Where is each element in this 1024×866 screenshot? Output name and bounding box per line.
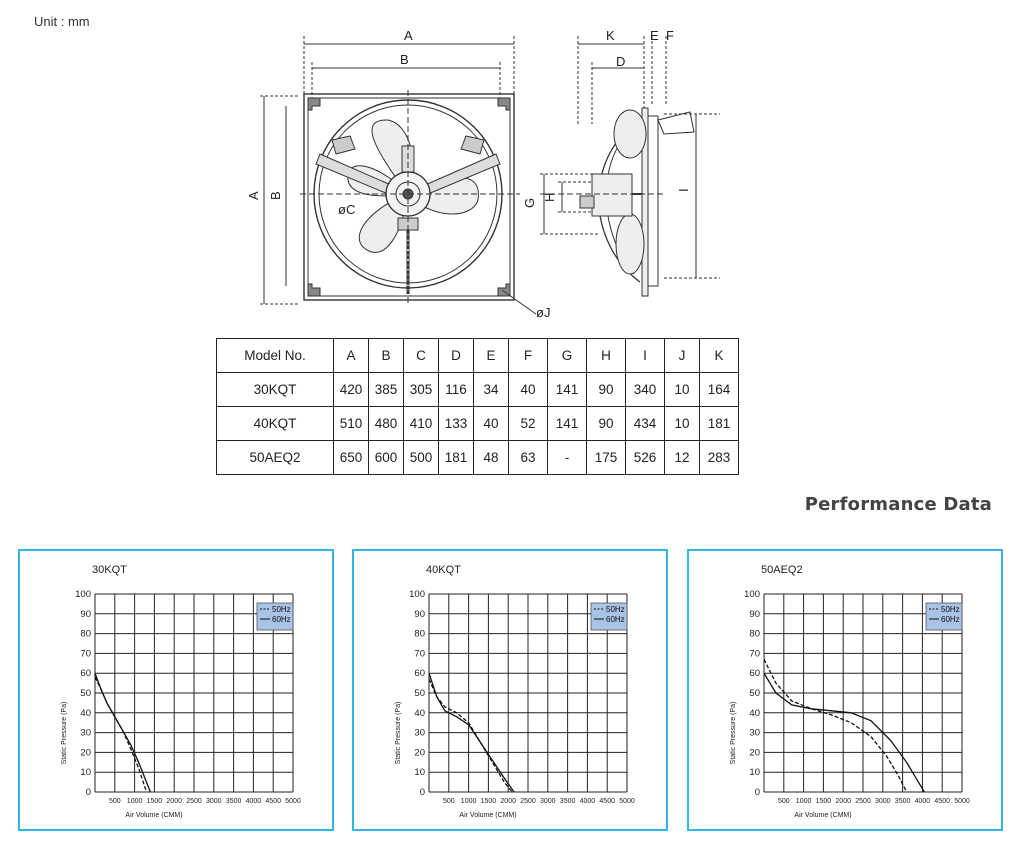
table-cell: 10 bbox=[665, 407, 700, 441]
x-tick-label: 2500 bbox=[520, 798, 536, 805]
y-tick-label: 90 bbox=[414, 608, 425, 620]
table-cell: 650 bbox=[334, 441, 369, 475]
table-cell: 141 bbox=[548, 407, 587, 441]
chart-panel-50aeq2 bbox=[687, 549, 1003, 831]
x-tick-label: 5000 bbox=[954, 798, 970, 805]
legend-label: 50Hz bbox=[272, 605, 291, 614]
table-row bbox=[217, 407, 739, 441]
dim-label-b-top: B bbox=[400, 52, 409, 67]
chart-title: 40KQT bbox=[426, 564, 461, 576]
y-tick-label: 10 bbox=[749, 767, 760, 779]
dim-label-a-top: A bbox=[404, 28, 413, 43]
x-tick-label: 3000 bbox=[206, 798, 222, 805]
table-cell: 133 bbox=[439, 407, 474, 441]
y-tick-label: 0 bbox=[419, 787, 425, 798]
y-tick-label: 30 bbox=[80, 727, 91, 739]
column-header: F bbox=[509, 339, 548, 373]
dim-label-e: E bbox=[650, 28, 659, 43]
dim-label-j: øJ bbox=[536, 305, 551, 320]
column-header: C bbox=[404, 339, 439, 373]
table-cell: 141 bbox=[548, 373, 587, 407]
y-tick-label: 10 bbox=[414, 767, 425, 779]
column-header: Model No. bbox=[217, 339, 334, 373]
column-header: G bbox=[548, 339, 587, 373]
y-tick-label: 70 bbox=[414, 648, 425, 660]
table-cell: 410 bbox=[404, 407, 439, 441]
table-cell: 305 bbox=[404, 373, 439, 407]
y-tick-label: 50 bbox=[80, 688, 91, 699]
model-cell: 50AEQ2 bbox=[217, 441, 334, 475]
y-tick-label: 100 bbox=[75, 589, 91, 600]
legend-label: 60Hz bbox=[941, 615, 960, 624]
table-cell: 181 bbox=[700, 407, 739, 441]
x-tick-label: 4000 bbox=[914, 798, 931, 805]
table-cell: 480 bbox=[369, 407, 404, 441]
y-tick-label: 100 bbox=[409, 589, 425, 600]
column-header: K bbox=[700, 339, 739, 373]
dim-label-d: D bbox=[616, 54, 626, 69]
column-header: J bbox=[665, 339, 700, 373]
x-tick-label: 4000 bbox=[245, 798, 262, 805]
legend-label: 50Hz bbox=[606, 605, 625, 614]
x-tick-label: 1000 bbox=[460, 798, 477, 805]
table-cell: 116 bbox=[439, 373, 474, 407]
x-tick-label: 1000 bbox=[126, 798, 143, 805]
column-header: B bbox=[369, 339, 404, 373]
legend-label: 50Hz bbox=[941, 605, 960, 614]
x-tick-label: 500 bbox=[442, 798, 455, 805]
y-tick-label: 30 bbox=[749, 727, 760, 739]
table-row bbox=[217, 373, 739, 407]
y-tick-label: 0 bbox=[754, 787, 760, 798]
chart-title: 30KQT bbox=[92, 564, 127, 576]
dim-label-i: I bbox=[676, 188, 691, 192]
table-cell: 10 bbox=[665, 373, 700, 407]
column-header: A bbox=[334, 339, 369, 373]
table-cell: 90 bbox=[587, 407, 626, 441]
x-tick-label: 3500 bbox=[225, 798, 242, 805]
x-tick-label: 4500 bbox=[934, 798, 950, 805]
column-header: D bbox=[439, 339, 474, 373]
table-cell: 164 bbox=[700, 373, 739, 407]
y-tick-label: 90 bbox=[80, 608, 91, 620]
y-tick-label: 40 bbox=[749, 707, 760, 719]
y-tick-label: 30 bbox=[414, 727, 425, 739]
x-tick-label: 4000 bbox=[579, 798, 596, 805]
table-cell: 420 bbox=[334, 373, 369, 407]
y-tick-label: 20 bbox=[414, 747, 425, 759]
x-tick-label: 3000 bbox=[875, 798, 891, 805]
x-tick-label: 1500 bbox=[146, 798, 163, 805]
table-cell: 40 bbox=[474, 407, 509, 441]
y-tick-label: 90 bbox=[749, 608, 760, 620]
table-cell: 434 bbox=[626, 407, 665, 441]
dim-label-k: K bbox=[606, 28, 615, 43]
y-tick-label: 50 bbox=[749, 688, 760, 699]
column-header: H bbox=[587, 339, 626, 373]
table-cell: 12 bbox=[665, 441, 700, 475]
table-header-row bbox=[217, 339, 739, 373]
legend-label: 60Hz bbox=[606, 615, 625, 624]
y-tick-label: 70 bbox=[80, 648, 91, 660]
y-tick-label: 20 bbox=[80, 747, 91, 759]
y-tick-label: 80 bbox=[414, 628, 425, 640]
dim-label-g: G bbox=[522, 197, 537, 208]
x-tick-label: 2500 bbox=[186, 798, 202, 805]
x-tick-label: 2500 bbox=[855, 798, 871, 805]
x-tick-label: 4500 bbox=[265, 798, 281, 805]
chart-panel-40kqt bbox=[352, 549, 668, 831]
x-tick-label: 2000 bbox=[166, 798, 182, 805]
y-tick-label: 60 bbox=[414, 668, 425, 680]
column-header: E bbox=[474, 339, 509, 373]
x-axis-label: Air Volume (CMM) bbox=[125, 812, 183, 819]
table-cell: 510 bbox=[334, 407, 369, 441]
model-cell: 30KQT bbox=[217, 373, 334, 407]
table-cell: 40 bbox=[509, 373, 548, 407]
unit-label: Unit : mm bbox=[34, 14, 90, 29]
table-cell: 175 bbox=[587, 441, 626, 475]
dimension-drawing bbox=[220, 24, 740, 329]
table-cell: - bbox=[548, 441, 587, 475]
x-tick-label: 3000 bbox=[540, 798, 556, 805]
table-cell: 90 bbox=[587, 373, 626, 407]
y-tick-label: 80 bbox=[749, 628, 760, 640]
table-cell: 181 bbox=[439, 441, 474, 475]
x-tick-label: 5000 bbox=[619, 798, 635, 805]
y-axis-label: Static Pressure (Pa) bbox=[730, 701, 737, 765]
table-cell: 283 bbox=[700, 441, 739, 475]
y-tick-label: 0 bbox=[85, 787, 91, 798]
chart-40kqt bbox=[354, 551, 666, 829]
table-cell: 385 bbox=[369, 373, 404, 407]
dim-label-c: øC bbox=[338, 202, 356, 217]
x-tick-label: 2000 bbox=[500, 798, 516, 805]
dimension-table bbox=[216, 338, 739, 475]
y-axis-label: Static Pressure (Pa) bbox=[61, 701, 68, 765]
chart-30kqt bbox=[20, 551, 332, 829]
column-header: I bbox=[626, 339, 665, 373]
y-tick-label: 20 bbox=[749, 747, 760, 759]
y-axis-label: Static Pressure (Pa) bbox=[395, 701, 402, 765]
x-tick-label: 500 bbox=[108, 798, 121, 805]
table-cell: 48 bbox=[474, 441, 509, 475]
table-cell: 600 bbox=[369, 441, 404, 475]
x-tick-label: 5000 bbox=[285, 798, 301, 805]
table-cell: 340 bbox=[626, 373, 665, 407]
chart-panel-30kqt bbox=[18, 549, 334, 831]
x-tick-label: 500 bbox=[777, 798, 790, 805]
table-cell: 526 bbox=[626, 441, 665, 475]
y-tick-label: 70 bbox=[749, 648, 760, 660]
y-tick-label: 100 bbox=[744, 589, 760, 600]
dim-label-b-side: B bbox=[268, 191, 283, 200]
table-cell: 500 bbox=[404, 441, 439, 475]
series-line-50hz bbox=[429, 679, 512, 792]
x-tick-label: 1500 bbox=[480, 798, 497, 805]
x-tick-label: 2000 bbox=[835, 798, 851, 805]
x-tick-label: 1500 bbox=[815, 798, 832, 805]
dim-label-f: F bbox=[666, 28, 674, 43]
legend-label: 60Hz bbox=[272, 615, 291, 624]
y-tick-label: 80 bbox=[80, 628, 91, 640]
chart-50aeq2 bbox=[689, 551, 1001, 829]
model-cell: 40KQT bbox=[217, 407, 334, 441]
table-cell: 52 bbox=[509, 407, 548, 441]
x-tick-label: 1000 bbox=[795, 798, 812, 805]
x-tick-label: 3500 bbox=[559, 798, 576, 805]
x-tick-label: 3500 bbox=[894, 798, 911, 805]
dim-label-h: H bbox=[542, 192, 557, 202]
y-tick-label: 60 bbox=[749, 668, 760, 680]
y-tick-label: 40 bbox=[80, 707, 91, 719]
y-tick-label: 50 bbox=[414, 688, 425, 699]
table-cell: 34 bbox=[474, 373, 509, 407]
x-axis-label: Air Volume (CMM) bbox=[459, 812, 517, 819]
dim-label-a-side: A bbox=[246, 191, 261, 200]
performance-title: Performance Data bbox=[804, 494, 992, 515]
y-tick-label: 60 bbox=[80, 668, 91, 680]
x-tick-label: 4500 bbox=[599, 798, 615, 805]
y-tick-label: 40 bbox=[414, 707, 425, 719]
table-cell: 63 bbox=[509, 441, 548, 475]
y-tick-label: 10 bbox=[80, 767, 91, 779]
x-axis-label: Air Volume (CMM) bbox=[794, 812, 852, 819]
table-row bbox=[217, 441, 739, 475]
chart-title: 50AEQ2 bbox=[761, 564, 803, 576]
